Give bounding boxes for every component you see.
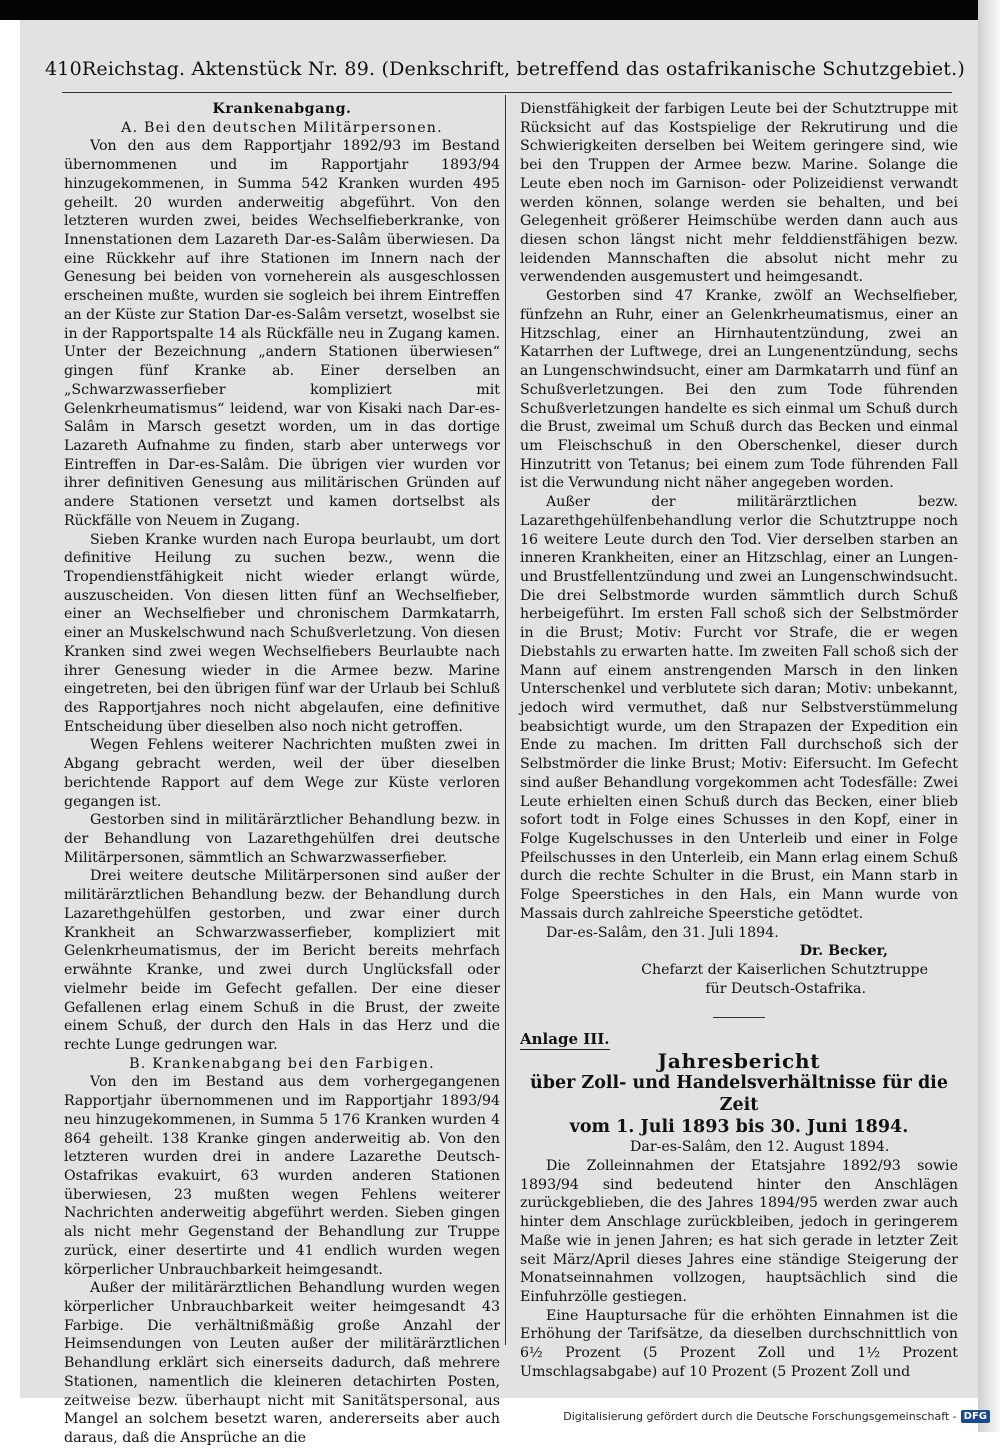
report-period: vom 1. Juli 1893 bis 30. Juni 1894.	[569, 1117, 909, 1138]
left-column	[64, 100, 500, 1448]
report-subtitle: über Zoll- und Handelsverhältnisse für die Zeit	[530, 1073, 948, 1116]
subheading-b: B. Krankenabgang bei den Farbigen.	[129, 1055, 435, 1072]
footer-text: Digitalisierung gefördert durch die Deutsche Forschungsgemeinschaft -	[563, 1410, 957, 1423]
paragraph: Drei weitere deutsche Militärpersonen sind außer der militärärztlichen Behandlung bezw. der Behandlung durch Lazarethgehülfen gestorben, und zwar einer durch Krankheit an Schwarzwasserfieber, kompliziert mit Gelenkrheumatismus, der im Bericht bereits mehrfach erwähnte Kranke, und zwei durch Unglücksfall oder vielmehr beide im Gefecht gefallen. Der eine dieser Gefallenen erlag einem Schuß in die Brust, der zweite einem Schuß, der durch den Hals in das Herz und die rechte Lunge gedrungen war.	[64, 868, 500, 1053]
signature-region: für Deutsch-Ostafrika.	[705, 980, 866, 997]
digitization-footer	[563, 1410, 990, 1423]
paragraph: Außer der militärärztlichen bezw. Lazarethgehülfenbehandlung verlor die Schutztruppe noch 16 weitere Leute durch den Tod. Vier derselben starben an inneren Krankheiten, einer an Hitzschlag, einer an Lungen- und Brustfellentzündung und zwei an Lungenschwindsucht. Die drei Selbstmorde wurden sämmtlich durch Schuß herbeigeführt. Im ersten Fall schoß sich der Selbstmörder in die Brust; Motiv: Furcht vor Strafe, die er wegen Diebstahls zu erwarten hatte. Im zweiten Fall schoß sich der Mann auf einem anstrengenden Marsch in den linken Unterschenkel und verblutete sich daran; Motiv: unbekannt, jedoch wird vermuthet, daß nur Selbstverstümmelung beabsichtigt wurde, um den Strapazen der Expedition ein Ende zu machen. Im dritten Fall durchschoß sich der Selbstmörder die linke Brust; Motiv: Eifersucht. Im Gefecht sind außer Behandlung vorgekommen acht Todesfälle: Zwei Leute erhielten einen Schuß durch das Becken, einer blieb sofort todt in Folge eines Schusses in den Kopf, einer in Folge Kugelschusses in den Unterleib und einer in Folge Pfeilschusses in den Unterleib, ein Mann erlag einem Schuß durch die rechte Schulter in die Brust, ein Mann starb in Folge Speerstiches in den Hals, ein Mann wurde von Massais durch zahlreiche Speerstiche getödtet.	[520, 494, 958, 922]
subheading-a: A. Bei den deutschen Militärpersonen.	[121, 119, 443, 136]
scan-top-border	[0, 0, 1000, 20]
report-title: Jahresbericht	[657, 1049, 821, 1074]
date-place: Dar-es-Salâm, den 31. Juli 1894.	[546, 924, 779, 941]
header-rule	[62, 92, 952, 93]
anlage-label: Anlage III.	[520, 1030, 610, 1051]
section-heading: Krankenabgang.	[212, 101, 352, 117]
right-column	[520, 100, 958, 1382]
signature-name: Dr. Becker,	[799, 943, 888, 960]
page-number: 410	[45, 58, 82, 80]
scan-right-border	[978, 0, 1000, 1432]
report-dateline: Dar-es-Salâm, den 12. August 1894.	[630, 1139, 890, 1156]
paragraph: Von den aus dem Rapportjahr 1892/93 im Bestand übernommenen und im Rapportjahr 1893/94 hinzugekommenen, in Summa 542 Kranken wurden 495 geheilt. 20 wurden anderweitig abgeführt. Von den letzteren wurden zwei, beides Wechselfieberkranke, von Innenstationen dem Lazareth Dar-es-Salâm überwiesen. Da eine Rückkehr auf ihre Stationen im Innern nach der Genesung bei beiden von vorneherein als ausgeschlossen erscheinen mußte, wurden sie sogleich bei ihrem Eintreffen an der Küste zur Station Dar-es-Salâm versetzt, woselbst sie in der Rapportspalte 14 als Rückfälle neu in Zugang kamen. Unter der Bezeichnung „andern Stationen überwiesen“ gingen fünf Kranke ab. Einer derselben an „Schwarzwasserfieber kompliziert mit Gelenkrheumatismus“ leidend, war von Kisaki nach Dar-es-Salâm in Marsch gesetzt worden, um in das dortige Lazareth Aufnahme zu finden, starb aber unterwegs vor Eintreffen in Dar-es-Salâm. Die übrigen vier wurden vor ihrer definitiven Genesung aus militärischen Gründen auf andere Stationen versetzt und kamen dortselbst als Rückfälle von Neuem in Zugang.	[64, 138, 500, 529]
running-head	[45, 58, 965, 88]
paragraph: Dienstfähigkeit der farbigen Leute bei der Schutztruppe mit Rücksicht auf das Kostspielige der Rekrutirung und die Schwierigkeiten derselben bei Weitem geringere sind, wie bei den Truppen der Armee bezw. Marine. Solange die Leute eben noch im Garnison- oder Polizeidienst verwandt werden können, solange werden sie behalten, und bei Gelegenheit größerer Heimschübe werden dann auch aus diesen schon längst nicht mehr felddienstfähigen bezw. leidenden Mannschaften die absolut nicht mehr zu verwendenden ausgemustert und heimgesandt.	[520, 101, 958, 286]
signature-title: Chefarzt der Kaiserlichen Schutztruppe	[641, 962, 928, 979]
dfg-logo: DFG	[961, 1410, 990, 1423]
paragraph: Außer der militärärztlichen Behandlung wurden wegen körperlicher Unbrauchbarkeit weiter heimgesandt 43 Farbige. Die verhältnißmäßig große Anzahl der Heimsendungen von Leuten außer der militärärztlichen Behandlung erklärt sich einerseits dadurch, daß mehrere Stationen, namentlich die kleineren detachirten Posten, zeitweise bezw. überhaupt nicht mit Sanitätspersonal, aus Mangel an solchem besetzt waren, andererseits aber auch daraus, daß die Ansprüche an die	[64, 1280, 500, 1447]
paragraph: Eine Hauptursache für die erhöhten Einnahmen ist die Erhöhung der Tarifsätze, da dieselben durchschnittlich von 6½ Prozent (5 Prozent Zoll und 1½ Prozent Umschlagsabgabe) auf 10 Prozent (5 Prozent Zoll und	[520, 1307, 958, 1380]
paragraph: Von den im Bestand aus dem vorhergegangenen Rapportjahr übernommenen und im Rapportjahr 1893/94 neu hinzugekommenen, in Summa 5 176 Kranken wurden 4 864 geheilt. 138 Kranke gingen anderweitig ab. Von den letzteren wurden drei in andere Lazarethe Deutsch-Ostafrikas evakuirt, 63 wurden anderen Stationen überwiesen, 23 mußten wegen Fehlens weiterer Nachrichten anderweitig abgeführt werden. Sieben gingen als nicht mehr Gegenstand der Behandlung zur Truppe zurück, einer desertirte und 41 endlich wurden wegen körperlicher Unbrauchbarkeit heimgesandt.	[64, 1074, 500, 1278]
paragraph: Sieben Kranke wurden nach Europa beurlaubt, um dort definitive Heilung zu suchen bezw., wenn die Tropendienstfähigkeit nicht wieder erlangt würde, auszuscheiden. Von diesen litten fünf an Wechselfieber, einer an Wechselfieber und chronischem Darmkatarrh, einer an Muskelschwund nach Schußverletzung. Von diesen Kranken sind zwei wegen Wechselfiebers Beurlaubte nach ihrer Genesung wieder in die Armee bezw. Marine eingetreten, bei den übrigen fünf war der Urlaub bei Schluß des Rapportjahres noch nicht abgelaufen, eine definitive Entscheidung über dieselben also noch nicht getroffen.	[64, 531, 500, 735]
paragraph: Gestorben sind in militärärztlicher Behandlung bezw. in der Behandlung von Lazarethgehülfen drei deutsche Militärpersonen, sämmtlich an Schwarzwasserfieber.	[64, 812, 500, 866]
paragraph: Gestorben sind 47 Kranke, zwölf an Wechselfieber, fünfzehn an Ruhr, einer an Gelenkrheumatismus, einer an Hitzschlag, einer an Hirnhautentzündung, zwei an Katarrhen der Luftwege, drei an Lungenentzündung, sechs an Lungenschwindsucht, einer am Darmkatarrh und fünf an Schußverletzungen. Bei den zum Tode führenden Schußverletzungen handelte es sich einmal um Schuß durch die Brust, zweimal um Schuß durch das Becken und einmal um Fleischschuß in den Oberschenkel, dieser durch Hinzutritt von Tetanus; bei einem zum Tode führenden Fall ist die Verwundung nicht näher angegeben worden.	[520, 288, 958, 492]
column-divider	[505, 95, 506, 1345]
section-rule	[713, 1017, 765, 1018]
paragraph: Wegen Fehlens weiterer Nachrichten mußten zwei in Abgang gebracht werden, weil der über dieselben berichtende Rapport auf dem Wege zur Küste verloren gegangen ist.	[64, 737, 500, 810]
running-title: Reichstag. Aktenstück Nr. 89. (Denkschrift, betreffend das ostafrikanische Schutzgebiet.)	[81, 58, 965, 80]
paragraph: Die Zolleinnahmen der Etatsjahre 1892/93 sowie 1893/94 sind bedeutend hinter den Anschlägen zurückgeblieben, die des Jahres 1894/95 werden zwar auch hinter dem Anschlage zurückbleiben, jedoch in geringerem Maße wie in jenen Jahren; es hat sich gerade in letzter Zeit seit März/April dieses Jahres eine ständige Steigerung der Monatseinnahmen vollzogen, hauptsächlich sind die Einfuhrzölle gestiegen.	[520, 1157, 958, 1305]
